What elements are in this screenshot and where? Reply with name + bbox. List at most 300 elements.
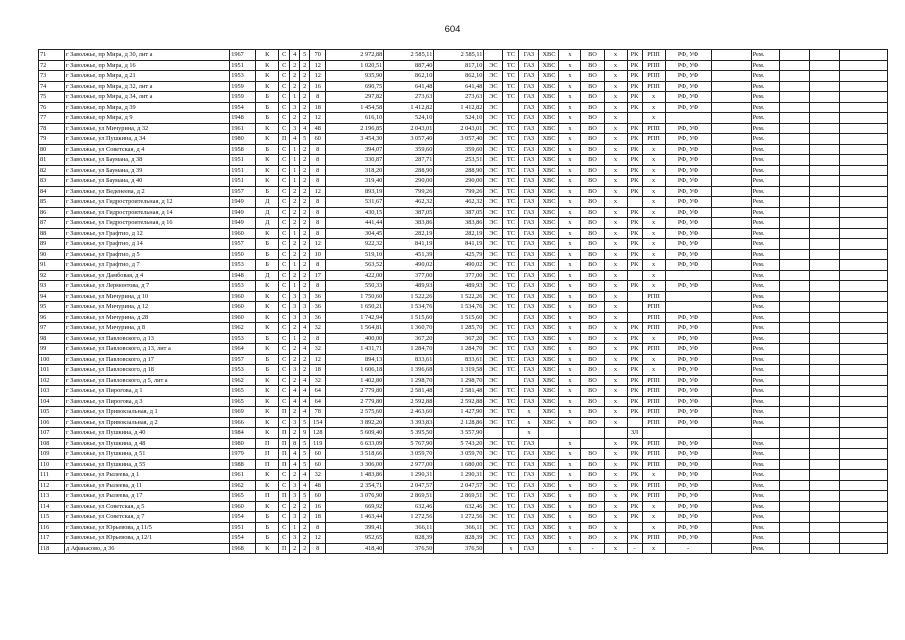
table-cell: х xyxy=(604,281,627,292)
table-cell: 4 xyxy=(300,386,310,397)
table-cell: 3 xyxy=(290,512,300,523)
table-cell: 690,75 xyxy=(326,81,384,92)
table-cell: ВО xyxy=(581,480,604,491)
table-cell: 17 xyxy=(310,270,326,281)
table-cell: РК xyxy=(627,102,642,113)
table-cell: х xyxy=(559,176,581,187)
table-cell: 2 xyxy=(290,428,300,439)
table-cell: С xyxy=(279,533,290,544)
table-cell: ЭС xyxy=(484,228,503,239)
table-cell: РФ, УФ xyxy=(665,176,711,187)
table-cell xyxy=(711,60,751,71)
table-cell: 10 xyxy=(310,249,326,260)
table-cell: х xyxy=(604,165,627,176)
table-cell: ГАЗ xyxy=(519,522,539,533)
table-cell: РК xyxy=(627,533,642,544)
table-cell: х xyxy=(604,449,627,460)
table-cell: 2 047,57 xyxy=(434,480,484,491)
table-cell: ХВС xyxy=(539,417,559,428)
table-cell: х xyxy=(559,71,581,82)
table-cell: ТС xyxy=(503,438,519,449)
table-cell: 2 575,60 xyxy=(326,407,384,418)
table-cell: ТС xyxy=(503,470,519,481)
table-cell: 387,05 xyxy=(434,207,484,218)
table-cell: 1951 xyxy=(230,522,256,533)
address-cell: г Заволжье, ул Графтио, д 7 xyxy=(65,260,230,271)
table-cell: РК xyxy=(627,218,642,229)
table-cell: 8 xyxy=(310,333,326,344)
table-cell: 799,26 xyxy=(434,186,484,197)
table-cell: РК xyxy=(627,333,642,344)
table-cell xyxy=(627,312,642,323)
table-cell: РК xyxy=(627,512,642,523)
table-cell: ГАЗ xyxy=(519,396,539,407)
table-cell: 1 483,86 xyxy=(326,470,384,481)
table-cell xyxy=(779,228,809,239)
table-cell: 3 xyxy=(290,102,300,113)
table-row xyxy=(39,218,888,229)
table-cell xyxy=(839,543,887,554)
table-cell: х xyxy=(503,543,519,554)
table-cell: - xyxy=(665,543,711,554)
table-cell: 1954 xyxy=(230,102,256,113)
table-cell: х xyxy=(642,270,665,281)
table-row xyxy=(39,102,888,113)
table-cell: 5 767,90 xyxy=(384,438,434,449)
table-cell: ГАЗ xyxy=(519,113,539,124)
row-number-cell: 103 xyxy=(39,386,65,397)
table-cell xyxy=(779,102,809,113)
table-row xyxy=(39,92,888,103)
table-cell: 2 977,00 xyxy=(384,459,434,470)
address-cell: г Заволжье, ул Пирогова, д 3 xyxy=(65,396,230,407)
table-cell: ХВС xyxy=(539,113,559,124)
table-cell: 1 463,44 xyxy=(326,512,384,523)
table-cell xyxy=(839,249,887,260)
table-cell: П xyxy=(279,134,290,145)
table-cell: х xyxy=(642,249,665,260)
table-cell: х xyxy=(642,501,665,512)
table-cell: РК xyxy=(627,365,642,376)
table-cell: х xyxy=(604,291,627,302)
row-number-cell: 73 xyxy=(39,71,65,82)
table-row xyxy=(39,386,888,397)
table-cell: Рем. xyxy=(751,144,779,155)
table-cell: 1951 xyxy=(230,176,256,187)
table-cell: ВО xyxy=(581,60,604,71)
table-cell: х xyxy=(559,144,581,155)
table-row xyxy=(39,260,888,271)
table-cell: х xyxy=(642,281,665,292)
table-cell: РФ, УФ xyxy=(665,239,711,250)
table-cell: 2 xyxy=(300,270,310,281)
table-cell: х xyxy=(642,186,665,197)
table-cell: РФ, УФ xyxy=(665,512,711,523)
table-cell: ЭС xyxy=(484,501,503,512)
table-row xyxy=(39,113,888,124)
table-cell: ЭС xyxy=(484,60,503,71)
row-number-cell: 75 xyxy=(39,92,65,103)
table-cell: 1 396,68 xyxy=(384,365,434,376)
address-cell: г Заволжье, ул Павловского, д 13, лит а xyxy=(65,344,230,355)
table-cell: РФ, УФ xyxy=(665,186,711,197)
table-cell: П xyxy=(256,449,279,460)
table-cell: Рем. xyxy=(751,249,779,260)
table-cell: РФ, УФ xyxy=(665,449,711,460)
table-cell: К xyxy=(256,375,279,386)
table-cell: РК xyxy=(627,71,642,82)
table-cell: 282,19 xyxy=(384,228,434,239)
table-cell xyxy=(711,239,751,250)
table-cell: 3 306,00 xyxy=(326,459,384,470)
address-cell: г Заволжье, ул Рылеева, д 17 xyxy=(65,491,230,502)
table-cell: 290,00 xyxy=(434,176,484,187)
table-cell xyxy=(839,92,887,103)
table-cell xyxy=(839,113,887,124)
table-cell: х xyxy=(604,344,627,355)
table-cell: С xyxy=(279,155,290,166)
table-cell: 2 xyxy=(290,354,300,365)
table-cell xyxy=(711,144,751,155)
table-cell: 641,48 xyxy=(434,81,484,92)
table-cell: ВО xyxy=(581,239,604,250)
address-cell: г Заволжье, ул Павловского, д 5, лит а xyxy=(65,375,230,386)
table-cell: Рем. xyxy=(751,207,779,218)
table-cell: ТС xyxy=(503,113,519,124)
table-cell xyxy=(839,428,887,439)
table-cell: 893,19 xyxy=(326,186,384,197)
table-cell: 563,52 xyxy=(326,260,384,271)
table-cell xyxy=(839,491,887,502)
table-cell xyxy=(809,333,839,344)
row-number-cell: 98 xyxy=(39,333,65,344)
table-cell xyxy=(809,270,839,281)
table-cell xyxy=(711,260,751,271)
table-cell: ХВС xyxy=(539,323,559,334)
table-cell: Рем. xyxy=(751,449,779,460)
table-cell: х xyxy=(559,260,581,271)
table-cell: ВО xyxy=(581,512,604,523)
table-cell: х xyxy=(559,92,581,103)
table-cell: ГАЗ xyxy=(519,501,539,512)
table-cell: ВО xyxy=(581,417,604,428)
table-cell: х xyxy=(604,323,627,334)
table-cell: ЭС xyxy=(484,113,503,124)
table-cell: 669,92 xyxy=(326,501,384,512)
table-cell: ВО xyxy=(581,102,604,113)
table-cell: 64 xyxy=(310,386,326,397)
table-cell xyxy=(627,522,642,533)
table-cell: К xyxy=(256,480,279,491)
table-cell: ТС xyxy=(503,207,519,218)
table-cell: х xyxy=(559,365,581,376)
table-cell: 2 xyxy=(300,365,310,376)
table-cell: Рем. xyxy=(751,417,779,428)
table-cell: 2 xyxy=(290,186,300,197)
table-cell: С xyxy=(279,344,290,355)
table-cell: 2 581,48 xyxy=(384,386,434,397)
table-cell: ТС xyxy=(503,50,519,61)
table-cell: х xyxy=(559,417,581,428)
table-cell: х xyxy=(604,354,627,365)
table-cell: ВО xyxy=(581,333,604,344)
table-cell: 2 xyxy=(290,470,300,481)
table-cell xyxy=(711,501,751,512)
table-cell: С xyxy=(279,522,290,533)
table-cell: 641,48 xyxy=(384,81,434,92)
table-cell xyxy=(711,470,751,481)
table-row xyxy=(39,354,888,365)
table-cell: 1 xyxy=(290,165,300,176)
table-cell: х xyxy=(604,176,627,187)
table-cell: х xyxy=(642,113,665,124)
table-cell xyxy=(779,249,809,260)
table-cell: х xyxy=(604,365,627,376)
table-cell: 1957 xyxy=(230,186,256,197)
table-cell: ГАЗ xyxy=(519,260,539,271)
table-cell: х xyxy=(559,323,581,334)
table-cell: 2 xyxy=(300,501,310,512)
table-cell: х xyxy=(559,291,581,302)
table-cell xyxy=(779,344,809,355)
table-cell: ХВС xyxy=(539,71,559,82)
table-cell: 550,33 xyxy=(326,281,384,292)
table-cell: 288,90 xyxy=(434,165,484,176)
table-cell: 3 454,30 xyxy=(326,134,384,145)
table-cell: РПП xyxy=(642,60,665,71)
table-cell xyxy=(779,396,809,407)
table-cell: РПП xyxy=(642,123,665,134)
table-row xyxy=(39,291,888,302)
table-cell xyxy=(809,480,839,491)
table-cell: 1966 xyxy=(230,417,256,428)
table-cell xyxy=(779,407,809,418)
table-cell: К xyxy=(256,291,279,302)
table-row xyxy=(39,155,888,166)
table-cell: С xyxy=(279,291,290,302)
table-cell: ХВС xyxy=(539,60,559,71)
address-cell: г Заволжье, ул Привокзальная, д 2 xyxy=(65,417,230,428)
table-cell: ТС xyxy=(503,92,519,103)
table-cell: 1 412,82 xyxy=(434,102,484,113)
table-cell: Рем. xyxy=(751,312,779,323)
table-cell: 6 633,09 xyxy=(326,438,384,449)
table-cell: 4 xyxy=(290,134,300,145)
table-cell: х xyxy=(604,155,627,166)
table-cell: 8 xyxy=(310,197,326,208)
row-number-cell: 109 xyxy=(39,449,65,460)
table-cell: 2 xyxy=(290,60,300,71)
table-cell: П xyxy=(279,438,290,449)
table-cell: 4 xyxy=(300,344,310,355)
table-cell: 922,32 xyxy=(326,239,384,250)
table-cell: 12 xyxy=(310,113,326,124)
table-cell: х xyxy=(559,543,581,554)
table-cell: 3 xyxy=(290,302,300,313)
table-cell: Рем. xyxy=(751,239,779,250)
table-cell: ВО xyxy=(581,270,604,281)
table-cell: ВО xyxy=(581,459,604,470)
address-cell: г Заволжье, ул Баумана, д 40 xyxy=(65,176,230,187)
table-cell xyxy=(809,81,839,92)
row-number-cell: 108 xyxy=(39,438,65,449)
table-cell: 1980 xyxy=(230,438,256,449)
table-cell xyxy=(839,512,887,523)
table-row xyxy=(39,144,888,155)
table-cell xyxy=(809,239,839,250)
table-cell: 18 xyxy=(310,102,326,113)
table-cell: Б xyxy=(256,113,279,124)
table-cell: 5 xyxy=(300,417,310,428)
table-cell: РПП xyxy=(642,312,665,323)
table-cell: Рем. xyxy=(751,81,779,92)
table-cell xyxy=(839,281,887,292)
table-cell: ТС xyxy=(503,71,519,82)
row-number-cell: 113 xyxy=(39,491,65,502)
table-cell xyxy=(627,197,642,208)
table-cell xyxy=(711,417,751,428)
table-cell: ЭС xyxy=(484,281,503,292)
table-cell: 3 057,40 xyxy=(434,134,484,145)
table-cell: х xyxy=(559,533,581,544)
table-cell: РК xyxy=(627,176,642,187)
table-cell: 2 869,51 xyxy=(384,491,434,502)
table-row xyxy=(39,176,888,187)
table-row xyxy=(39,281,888,292)
address-cell: г Заволжье, ул Юрьевова, д 12/1 xyxy=(65,533,230,544)
table-cell: 894,13 xyxy=(326,354,384,365)
table-row xyxy=(39,333,888,344)
table-cell: х xyxy=(604,144,627,155)
table-cell: 1959 xyxy=(230,92,256,103)
table-cell: ХВС xyxy=(539,375,559,386)
table-cell: Рем. xyxy=(751,512,779,523)
table-cell: 400,00 xyxy=(326,333,384,344)
table-cell: С xyxy=(279,197,290,208)
table-cell: х xyxy=(642,218,665,229)
table-cell xyxy=(503,375,519,386)
table-cell: ЭС xyxy=(484,144,503,155)
row-number-cell: 78 xyxy=(39,123,65,134)
table-cell: ВО xyxy=(581,50,604,61)
table-cell: 12 xyxy=(310,533,326,544)
table-cell: ВО xyxy=(581,470,604,481)
row-number-cell: 87 xyxy=(39,218,65,229)
table-cell: РФ, УФ xyxy=(665,144,711,155)
table-cell: 3 xyxy=(290,480,300,491)
table-cell: 1951 xyxy=(230,60,256,71)
table-cell: ТС xyxy=(503,302,519,313)
table-cell: 5 xyxy=(300,438,310,449)
table-cell: х xyxy=(559,333,581,344)
table-cell: 490,02 xyxy=(434,260,484,271)
table-cell: ХВС xyxy=(539,50,559,61)
table-cell: 273,63 xyxy=(434,92,484,103)
table-cell: 3 xyxy=(300,291,310,302)
table-cell: С xyxy=(279,239,290,250)
table-cell: 1980 xyxy=(230,134,256,145)
table-cell: С xyxy=(279,207,290,218)
table-cell: РФ, УФ xyxy=(665,60,711,71)
table-cell: 2 xyxy=(290,501,300,512)
table-cell: РПП xyxy=(642,533,665,544)
table-cell xyxy=(779,165,809,176)
table-cell: РФ, УФ xyxy=(665,354,711,365)
table-cell: х xyxy=(559,312,581,323)
table-cell: 70 xyxy=(310,50,326,61)
table-cell: ВО xyxy=(581,533,604,544)
table-cell: К xyxy=(256,71,279,82)
row-number-cell: 99 xyxy=(39,344,65,355)
table-cell: ГАЗ xyxy=(519,459,539,470)
table-cell: ЭС xyxy=(484,533,503,544)
table-cell: РК xyxy=(627,134,642,145)
table-cell: ЭС xyxy=(484,333,503,344)
table-cell: ВО xyxy=(581,386,604,397)
table-cell: ГАЗ xyxy=(519,60,539,71)
table-cell: РПП xyxy=(642,302,665,313)
table-cell: 376,50 xyxy=(434,543,484,554)
table-cell: 2 xyxy=(290,207,300,218)
table-cell: х xyxy=(604,102,627,113)
table-cell xyxy=(627,113,642,124)
table-cell: х xyxy=(642,144,665,155)
table-cell xyxy=(839,407,887,418)
table-cell: 5 609,40 xyxy=(326,428,384,439)
table-row xyxy=(39,522,888,533)
table-cell: 4 xyxy=(290,459,300,470)
table-cell: 48 xyxy=(310,123,326,134)
table-cell: ВО xyxy=(581,522,604,533)
table-cell: ГАЗ xyxy=(519,249,539,260)
table-cell: ВО xyxy=(581,144,604,155)
table-cell: РК xyxy=(627,186,642,197)
table-cell: К xyxy=(256,396,279,407)
table-cell: С xyxy=(279,501,290,512)
table-cell xyxy=(779,428,809,439)
table-cell: РФ, УФ xyxy=(665,81,711,92)
table-cell: РФ, УФ xyxy=(665,134,711,145)
table-cell: 4 xyxy=(300,480,310,491)
table-row xyxy=(39,428,888,439)
table-cell: С xyxy=(279,165,290,176)
table-cell xyxy=(711,281,751,292)
table-cell: РК xyxy=(627,50,642,61)
table-cell: 2 043,01 xyxy=(434,123,484,134)
table-cell xyxy=(711,459,751,470)
table-cell: х xyxy=(604,333,627,344)
table-cell: ЭС xyxy=(484,491,503,502)
table-cell: ТС xyxy=(503,249,519,260)
row-number-cell: 117 xyxy=(39,533,65,544)
table-cell: 64 xyxy=(310,396,326,407)
table-cell: РПП xyxy=(642,81,665,92)
table-cell: П xyxy=(256,438,279,449)
table-cell: ГАЗ xyxy=(519,92,539,103)
table-cell: ТС xyxy=(503,144,519,155)
table-cell: 1962 xyxy=(230,323,256,334)
table-cell: 1968 xyxy=(230,543,256,554)
table-cell: ГАЗ xyxy=(519,239,539,250)
table-cell: К xyxy=(256,417,279,428)
table-cell: 12 xyxy=(310,239,326,250)
table-cell xyxy=(809,344,839,355)
table-cell: РК xyxy=(627,81,642,92)
address-cell: г Заволжье, ул Баумана, д 39 xyxy=(65,165,230,176)
table-cell: 2 xyxy=(300,165,310,176)
table-cell xyxy=(665,113,711,124)
address-cell: г Заволжье, ул Веденеева, д 2 xyxy=(65,186,230,197)
